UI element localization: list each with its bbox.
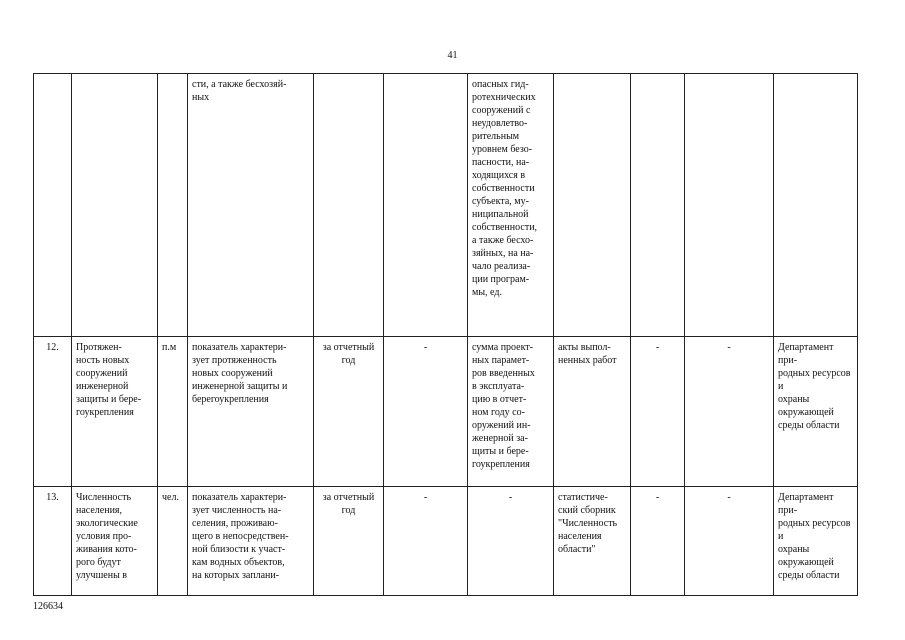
table-row [34, 487, 858, 596]
indicator-table [33, 73, 858, 596]
base-cell: - [384, 337, 468, 487]
responsible-cell: Департамент при- родных ресурсов и охраны окружающей среды области [774, 337, 858, 487]
responsible-cell [774, 74, 858, 337]
row-number-cell: 12. [34, 337, 72, 487]
extra-cell-9: - [631, 487, 685, 596]
unit-cell [158, 74, 188, 337]
method-cell: опасных гид- ротехнических сооружений с неудовлетво- рительным уровнем безо- пасности, на- ходящихся в собственности субъекта, му- ниципальной собственности, а также бесхо- зяйных, на на- чало реализа- ции програм- мы, ед. [468, 74, 554, 337]
indicator-name-cell [72, 74, 158, 337]
unit-cell: п.м [158, 337, 188, 487]
indicator-name-cell: Численность населения, экологические условия про- живания кото- рого будут улучшены в [72, 487, 158, 596]
period-cell: за отчетный год [314, 487, 384, 596]
method-cell: - [468, 487, 554, 596]
responsible-cell: Департамент при- родных ресурсов и охраны окружающей среды области [774, 487, 858, 596]
source-cell [554, 74, 631, 337]
source-cell: статистиче- ский сборник "Численность населения области" [554, 487, 631, 596]
row-number-cell: 13. [34, 487, 72, 596]
extra-cell-9 [631, 74, 685, 337]
document-id: 126634 [33, 601, 63, 612]
extra-cell-10 [685, 74, 774, 337]
extra-cell-9: - [631, 337, 685, 487]
method-cell: сумма проект- ных парамет- ров введенных в эксплуата- цию в отчет- ном году со- оружений ин- женерной за- щиты и бере- гоукрепления [468, 337, 554, 487]
page-number: 41 [447, 50, 458, 61]
row-number-cell [34, 74, 72, 337]
period-cell [314, 74, 384, 337]
extra-cell-10: - [685, 337, 774, 487]
table-row [34, 74, 858, 337]
unit-cell: чел. [158, 487, 188, 596]
definition-cell: сти, а также бесхозяй- ных [188, 74, 314, 337]
definition-cell: показатель характери- зует протяженность новых сооружений инженерной защиты и берегоукрепления [188, 337, 314, 487]
source-cell: акты выпол- ненных работ [554, 337, 631, 487]
base-cell [384, 74, 468, 337]
table-row [34, 337, 858, 487]
definition-cell: показатель характери- зует численность на- селения, проживаю- щего в непосредствен- ной близости к участ- кам водных объектов, на которых заплани- [188, 487, 314, 596]
indicator-name-cell: Протяжен- ность новых сооружений инженерной защиты и бере- гоукрепления [72, 337, 158, 487]
period-cell: за отчетный год [314, 337, 384, 487]
extra-cell-10: - [685, 487, 774, 596]
base-cell: - [384, 487, 468, 596]
